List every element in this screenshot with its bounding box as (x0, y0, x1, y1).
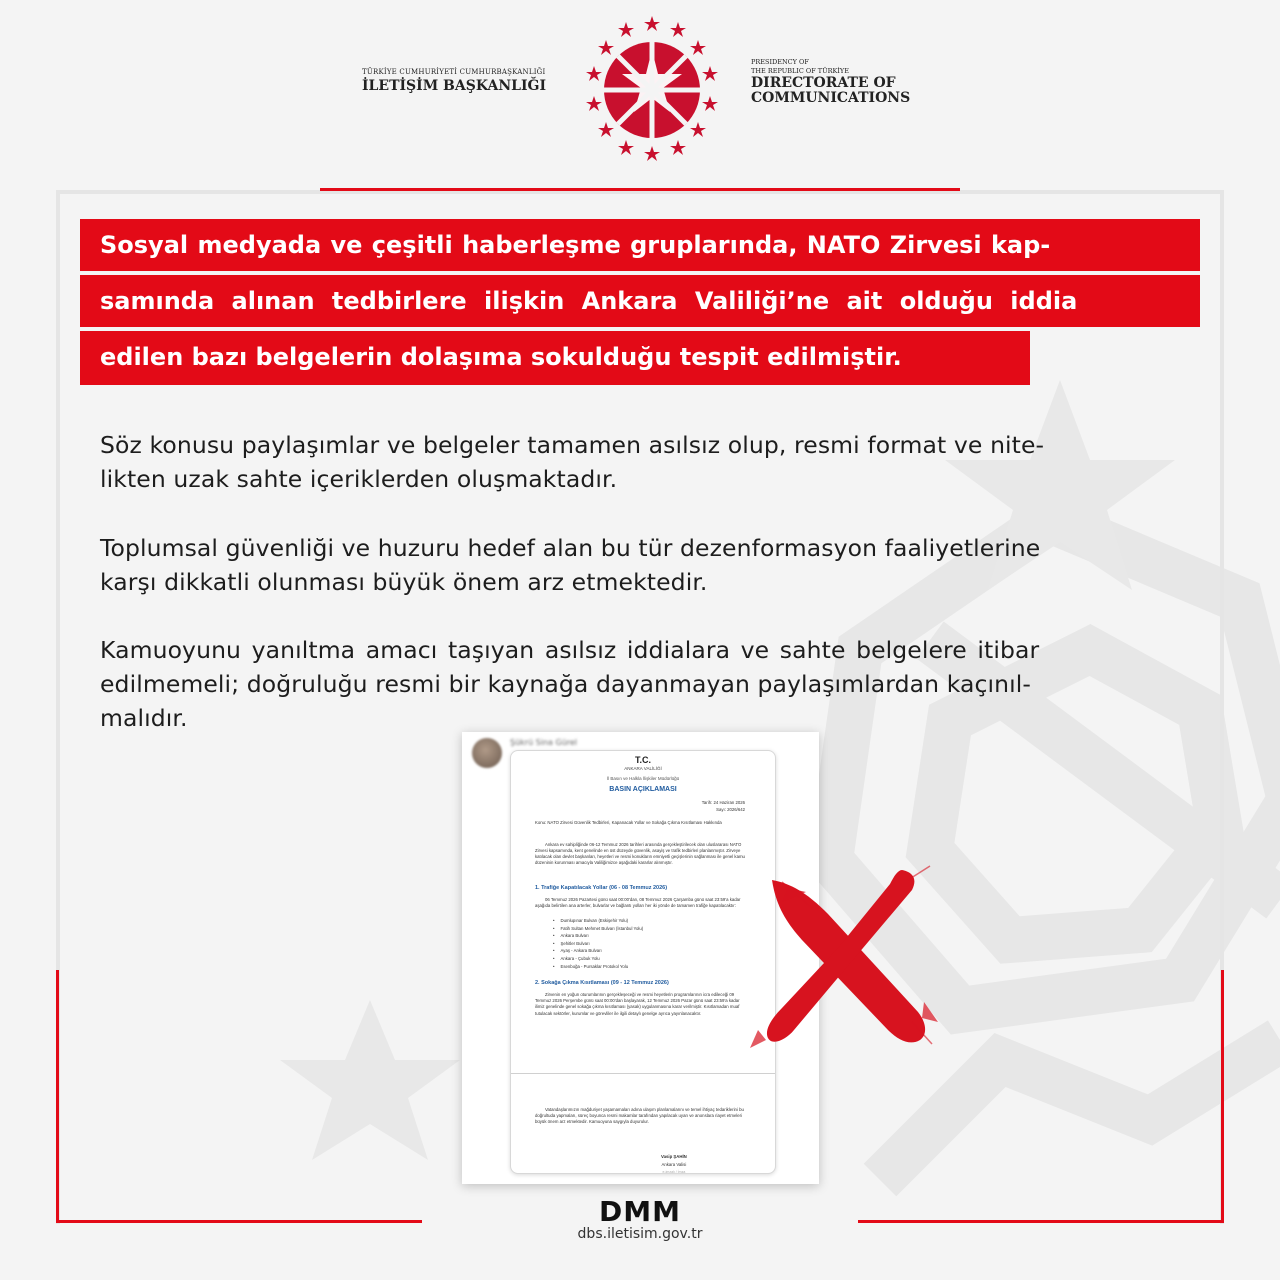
headline-line-2 (80, 275, 1200, 327)
paragraph-1 (100, 428, 1180, 496)
doc-valilik: ANKARA VALİLİĞİ (624, 766, 662, 771)
header-left-wordmark (362, 68, 562, 94)
headline-text-3: edilen bazı belgelerin dolaşıma sokulduğu tespit edilmiştir. (100, 343, 902, 371)
red-accent-left-vertical (56, 970, 59, 1223)
doc-signer-note: e-imzalı / İmza (662, 1170, 686, 1174)
doc-road-list (553, 917, 643, 970)
paragraph-2 (100, 531, 1180, 599)
doc-section-2-title: 2. Sokağa Çıkma Kısıtlaması (09 - 12 Temmuz 2026) (535, 980, 669, 986)
dmm-logo-text: DMM (599, 1198, 681, 1224)
header-right-title-2: COMMUNICATIONS (751, 90, 911, 106)
doc-tarih: Tarih: 24 Haziran 2026 (701, 800, 745, 805)
list-item: • Esenboğa - Pursaklar Protokol Yolu (553, 963, 643, 971)
red-accent-left-horizontal (56, 1220, 422, 1223)
list-item: • Ankara - Çubuk Yolu (553, 955, 643, 963)
list-item: • Ayaş - Ankara Bulvarı (553, 947, 643, 955)
paragraph-3-line-3: malıdır. (100, 704, 188, 732)
header-left-subtitle: TÜRKİYE CUMHURİYETİ CUMHURBAŞKANLIĞI (362, 68, 546, 76)
red-x-icon (742, 862, 942, 1052)
doc-meta (702, 799, 745, 813)
doc-signer: Vasip ŞAHİN (661, 1154, 687, 1159)
footer-website: dbs.iletisim.gov.tr (577, 1226, 703, 1242)
poster-name: Şükrü Sina Gürel (510, 738, 578, 747)
paragraph-1-line-2: likten uzak sahte içeriklerden oluşmaktadır. (100, 465, 618, 493)
doc-divider (511, 1073, 775, 1074)
header-right-subtitle-1: PRESIDENCY OF (751, 58, 809, 66)
paragraph-2-line-1: Toplumsal güvenliği ve huzuru hedef alan bu tür dezenformasyon faaliyetlerine (100, 534, 1041, 562)
doc-mudurluk: İl Basın ve Halkla İlişkiler Müdürlüğü (606, 776, 680, 781)
dmm-logo (574, 1198, 706, 1224)
doc-section-2-body: Zirvenin en yoğun oturumlarının gerçekleşeceği ve resmi heyetlerin programlarının icra edileceği 09 Temmuz 2026 Perşembe günü saat 00:00'dan başlayarak, 12 Temmuz 2026 Pazar günü saat 23:59'a kadar ilimiz genelinde genel sokağa çıkma kısıtlaması (yasak) uygulanmasına karar verilmiştir. Kısıtlamadan muaf tutulacak sektörler, kurumlar ve görevliler ile ilgili detaylı genelge ayrıca yayınlanacaktır. (535, 992, 740, 1016)
doc-title: BASIN AÇIKLAMASI (609, 786, 677, 793)
list-item: • Dumlupınar Bulvarı (Eskişehir Yolu) (553, 917, 643, 925)
header-right-wordmark (751, 58, 951, 106)
paragraph-3-line-1: Kamuoyunu yanıltma amacı taşıyan asılsız iddialara ve sahte belgelere itibar (100, 636, 1040, 664)
red-accent-right-vertical (1221, 970, 1224, 1223)
red-accent-right-horizontal (858, 1220, 1224, 1223)
headline-line-3 (80, 331, 1030, 385)
headline-text-2: samında alınan tedbirlere ilişkin Ankara Valiliği’ne ait olduğu iddia (100, 287, 1078, 315)
header-right-title-1: DIRECTORATE OF (751, 75, 896, 91)
list-item: • Ankara Bulvarı (553, 932, 643, 940)
paragraph-3 (100, 633, 1180, 735)
fake-document-page (510, 750, 776, 1174)
doc-sayi: Sayı: 2026/642 (716, 807, 745, 812)
header (0, 14, 1280, 164)
doc-signer-title: Ankara Valisi (661, 1162, 687, 1167)
presidency-star-emblem-icon (584, 14, 720, 164)
avatar (472, 738, 502, 768)
headline-line-1 (80, 219, 1200, 271)
doc-konu: Konu: NATO Zirvesi Güvenlik Tedbirleri, Kapanacak Yollar ve Sokağa Çıkma Kısıtlaması Hakkında (535, 820, 722, 825)
doc-signature (661, 1153, 687, 1175)
list-item: • Fatih Sultan Mehmet Bulvarı (İstanbul Yolu) (553, 925, 643, 933)
doc-section-1-title: 1. Trafiğe Kapatılacak Yollar (06 - 08 Temmuz 2026) (535, 885, 668, 891)
paragraph-3-line-2: edilmemeli; doğruluğu resmi bir kaynağa dayanmayan paylaşımlardan kaçınıl- (100, 670, 1031, 698)
header-left-title: İLETİŞİM BAŞKANLIĞI (362, 78, 547, 94)
header-right-subtitle-2: THE REPUBLIC OF TÜRKİYE (751, 67, 849, 75)
paragraph-2-line-2: karşı dikkatli olunması büyük önem arz etmektedir. (100, 568, 708, 596)
paragraph-1-line-1: Söz konusu paylaşımlar ve belgeler tamamen asılsız olup, resmi format ve nite- (100, 431, 1045, 459)
doc-intro: Ankara ev sahipliğinde 06-12 Temmuz 2026 tarihleri arasında gerçekleştirilecek olan uluslararası NATO Zirvesi kapsamında, kent genelinde en üst düzeyde güvenlik, asayiş ve trafik tedbirleri planlanmıştır. Zirveye katılacak olan devlet başkanları, heyetleri ve resmi konukların emniyetli geçişlerinin sağlanması ile genel kamu düzeninin korunması amacıyla Valiliğimizce aşağıdaki kararlar alınmıştır. (535, 842, 745, 865)
doc-section-1-body: 06 Temmuz 2026 Pazartesi günü saat 00:00'dan, 08 Temmuz 2026 Çarşamba günü saat 23:59'a kadar aşağıda belirtilen ana arterler, bulvarlar ve bağlantı yolları her iki yönde de tamamen trafiğe kapatılacaktır: (535, 897, 741, 908)
doc-closing: Vatandaşlarımızın mağduriyet yaşamamaları adına ulaşım planlamalarını ve temel ihtiyaç tedariklerini bu doğrultuda yapmaları, süreç boyunca resmi makamlar tarafından yapılacak uyarı ve anonslara riayet etmeleri büyük önem arz etmektedir. Kamuoyuna saygıyla duyurulur. (535, 1107, 744, 1125)
list-item: • Şehitler Bulvarı (553, 940, 643, 948)
doc-tc: T.C. (634, 755, 651, 765)
headline-text-1: Sosyal medyada ve çeşitli haberleşme gruplarında, NATO Zirvesi kap- (100, 231, 1051, 259)
red-accent-top (320, 188, 960, 191)
